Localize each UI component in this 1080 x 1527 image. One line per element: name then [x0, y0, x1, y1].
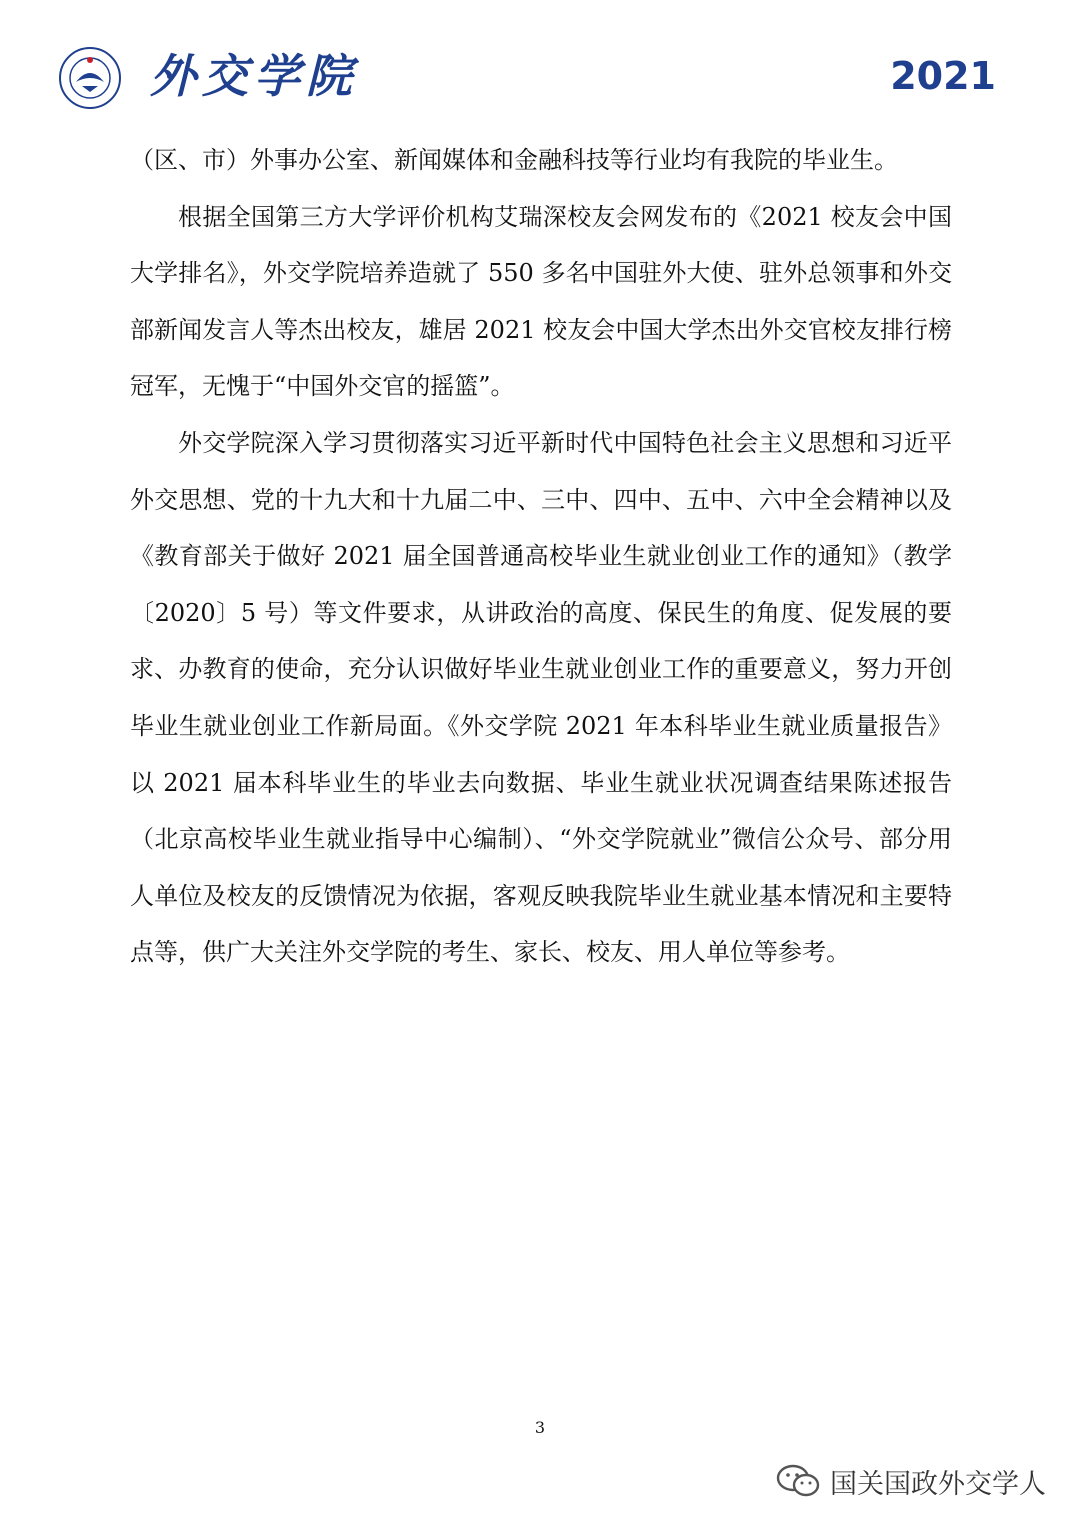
page-header — [0, 0, 1080, 120]
brand-title: 外交学院 — [150, 49, 358, 103]
paragraph-2: 根据全国第三方大学评价机构艾瑞深校友会网发布的《2021 校友会中国大学排名》，外交学院培养造就了 550 多名中国驻外大使、驻外总领事和外交部新闻发言人等杰出校友，雄居 2021 校友会中国大学杰出外交官校友排行榜冠军，无愧于“中国外交官的摇篮”。 — [130, 202, 952, 401]
watermark — [776, 1456, 1046, 1506]
wechat-icon — [776, 1464, 820, 1498]
university-logo — [58, 46, 122, 110]
watermark-text: 国关国政外交学人 — [830, 1468, 1046, 1500]
document-body — [130, 132, 952, 981]
report-year: 2021 — [890, 54, 996, 98]
page-number: 3 — [534, 1418, 546, 1437]
paragraph-3: 外交学院深入学习贯彻落实习近平新时代中国特色社会主义思想和习近平外交思想、党的十九大和十九届二中、三中、四中、五中、六中全会精神以及《教育部关于做好 2021 届全国普通高校毕业生就业创业工作的通知》（教学〔2020〕5 号）等文件要求，从讲政治的高度、保民生的角度、促发展的要求、办教育的使命，充分认识做好毕业生就业创业工作的重要意义，努力开创毕业生就业创业工作新局面。《外交学院 2021 年本科毕业生就业质量报告》以 2021 届本科毕业生的毕业去向数据、毕业生就业状况调查结果陈述报告（北京高校毕业生就业指导中心编制）、“外交学院就业”微信公众号、部分用人单位及校友的反馈情况为依据，客观反映我院毕业生就业基本情况和主要特点等，供广大关注外交学院的考生、家长、校友、用人单位等参考。 — [130, 428, 952, 967]
paragraph-1: （区、市）外事办公室、新闻媒体和金融科技等行业均有我院的毕业生。 — [130, 146, 898, 174]
